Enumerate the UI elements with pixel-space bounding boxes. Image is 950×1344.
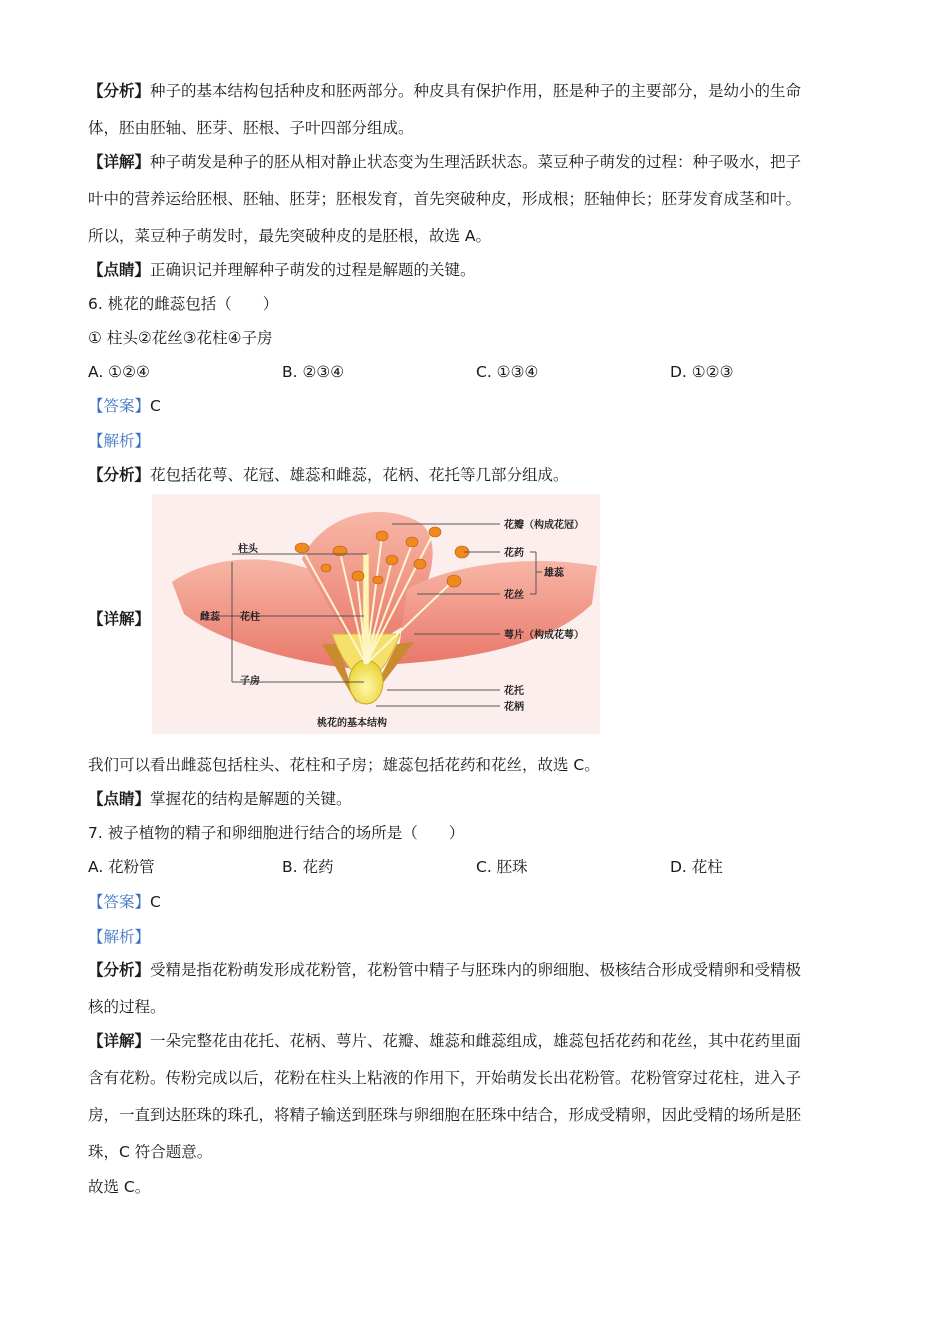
label-stigma: 柱头 — [238, 544, 258, 555]
analysis-tag: 【分析】 — [88, 466, 151, 484]
q7-detail-line-3: 房，一直到达胚珠的珠孔，将精子输送到胚珠与卵细胞在胚珠中结合，形成受精卵，因此受精的场所是胚 — [88, 1106, 802, 1124]
point-tag: 【点睛】 — [88, 790, 151, 808]
q5-detail-line-1 — [88, 152, 801, 172]
q5-detail-line-3: 所以，菜豆种子萌发时，最先突破种皮的是胚根，故选 A。 — [88, 227, 492, 245]
q6-question: 6. 桃花的雌蕊包括（ ） — [88, 295, 279, 313]
figure-caption: 桃花的基本结构 — [317, 718, 387, 729]
label-pistil: 雌蕊 — [200, 612, 220, 623]
point-tag: 【点睛】 — [88, 261, 151, 279]
q7-detail-line-4: 珠，C 符合题意。 — [88, 1143, 213, 1161]
analysis-tag: 【分析】 — [88, 961, 151, 979]
label-petal: 花瓣（构成花冠） — [504, 520, 584, 531]
q7-question: 7. 被子植物的精子和卵细胞进行结合的场所是（ ） — [88, 824, 465, 842]
answer-tag: 【答案】 — [88, 397, 151, 415]
q6-answer — [88, 396, 161, 416]
q7-final: 故选 C。 — [88, 1178, 151, 1196]
analysis-tag: 【分析】 — [88, 82, 151, 100]
q6-option-a: A. ①②④ — [88, 363, 150, 381]
answer-tag: 【答案】 — [88, 893, 151, 911]
label-pedicel: 花柄 — [504, 702, 524, 713]
q6-point — [88, 789, 352, 809]
label-stamen: 雄蕊 — [544, 568, 564, 579]
q7-option-c: C. 胚珠 — [476, 858, 528, 876]
q6-option-c: C. ①③④ — [476, 363, 539, 381]
q6-conclusion: 我们可以看出雌蕊包括柱头、花柱和子房；雄蕊包括花药和花丝，故选 C。 — [88, 756, 600, 774]
label-anther: 花药 — [504, 548, 524, 559]
q5-analysis-line-1 — [88, 81, 801, 101]
q7-analysis-line-2: 核的过程。 — [88, 998, 166, 1016]
analysis-text: 种子的基本结构包括种皮和胚两部分。种皮具有保护作用，胚是种子的主要部分，是幼小的生命 — [150, 82, 802, 100]
q5-point-line — [88, 260, 476, 280]
label-filament: 花丝 — [504, 590, 524, 601]
detail-tag: 【详解】 — [88, 1032, 151, 1050]
label-receptacle: 花托 — [504, 686, 524, 697]
analysis-text: 花包括花萼、花冠、雄蕊和雌蕊，花柄、花托等几部分组成。 — [150, 466, 569, 484]
detail-text: 种子萌发是种子的胚从相对静止状态变为生理活跃状态。菜豆种子萌发的过程：种子吸水，把子 — [150, 153, 802, 171]
q5-detail-line-2: 叶中的营养运给胚根、胚轴、胚芽；胚根发育，首先突破种皮，形成根；胚轴伸长；胚芽发育成茎和叶。 — [88, 190, 802, 208]
point-text: 正确识记并理解种子萌发的过程是解题的关键。 — [150, 261, 476, 279]
q7-option-a: A. 花粉管 — [88, 858, 155, 876]
q6-detail-tag: 【详解】 — [88, 610, 151, 628]
q5-analysis-line-2: 体，胚由胚轴、胚芽、胚根、子叶四部分组成。 — [88, 119, 414, 137]
q6-option-b: B. ②③④ — [282, 363, 345, 381]
q7-detail-line-2: 含有花粉。传粉完成以后，花粉在柱头上粘液的作用下，开始萌发长出花粉管。花粉管穿过花柱，进入子 — [88, 1069, 802, 1087]
q6-explain-tag: 【解析】 — [88, 432, 151, 450]
q7-detail-line-1 — [88, 1031, 801, 1051]
label-sepal: 萼片（构成花萼） — [504, 630, 584, 641]
label-ovary: 子房 — [240, 676, 260, 687]
detail-text: 一朵完整花由花托、花柄、萼片、花瓣、雄蕊和雌蕊组成，雄蕊包括花药和花丝，其中花药里面 — [150, 1032, 802, 1050]
q7-analysis-line-1 — [88, 960, 801, 980]
label-style: 花柱 — [240, 612, 260, 623]
q7-answer — [88, 892, 161, 912]
q7-explain-tag: 【解析】 — [88, 928, 151, 946]
q6-items: ① 柱头②花丝③花柱④子房 — [88, 329, 273, 347]
analysis-text: 受精是指花粉萌发形成花粉管，花粉管中精子与胚珠内的卵细胞、极核结合形成受精卵和受精极 — [150, 961, 802, 979]
answer-value: C — [150, 397, 161, 415]
answer-value: C — [150, 893, 161, 911]
q7-option-b: B. 花药 — [282, 858, 334, 876]
q6-option-d: D. ①②③ — [670, 363, 734, 381]
peach-flower-diagram — [152, 494, 600, 734]
q7-option-d: D. 花柱 — [670, 858, 723, 876]
point-text: 掌握花的结构是解题的关键。 — [150, 790, 352, 808]
detail-tag: 【详解】 — [88, 153, 151, 171]
q6-analysis — [88, 465, 569, 485]
